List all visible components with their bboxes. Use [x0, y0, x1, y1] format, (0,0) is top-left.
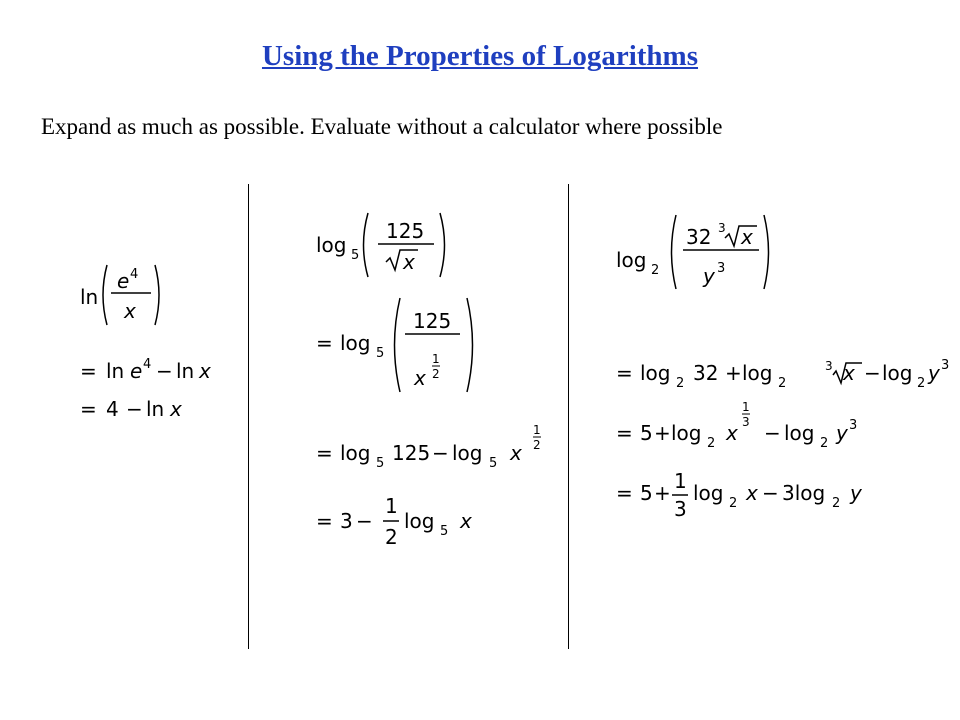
instructions: Expand as much as possible. Evaluate without a calculator where possible [41, 114, 723, 139]
log-base: 2 [676, 376, 685, 391]
equals-sign: = [316, 509, 333, 533]
log-base: 5 [376, 456, 385, 471]
numerator: 125 [386, 219, 425, 243]
log-label: log [340, 441, 371, 465]
number: 5 [640, 421, 653, 445]
log-label: log [404, 509, 435, 533]
fraction-denominator: 3 [674, 497, 687, 521]
log-label: log [340, 331, 371, 355]
numerator: 32 [686, 225, 712, 249]
exponent: 3 [717, 261, 726, 276]
plus-sign: + [725, 361, 742, 385]
variable-x: x [510, 441, 522, 465]
equals-sign: = [616, 421, 633, 445]
exponent-denominator: 2 [432, 367, 440, 381]
left-paren [672, 215, 677, 289]
minus-sign: − [864, 361, 881, 385]
log-label: log [616, 248, 647, 272]
variable-x: x [741, 225, 753, 249]
variable-y: y [836, 421, 848, 445]
variable-y: y [928, 361, 940, 385]
left-paren [395, 298, 401, 392]
variable-x: x [843, 361, 855, 385]
variable-x: x [726, 421, 738, 445]
right-paren [467, 298, 473, 392]
exponent-numerator: 1 [432, 352, 440, 366]
left-paren [103, 265, 107, 325]
number: 125 [392, 441, 431, 465]
log-label: log [671, 421, 702, 445]
log-base: 2 [729, 496, 738, 511]
log-base: 5 [489, 456, 498, 471]
number: 4 [106, 397, 119, 421]
right-paren [155, 265, 159, 325]
log-label: log [742, 361, 773, 385]
ln-label: ln [80, 285, 99, 309]
root-index: 3 [825, 359, 833, 373]
equals-sign: = [80, 397, 97, 421]
exponent-numerator: 1 [742, 400, 750, 414]
right-paren [764, 215, 769, 289]
equals-sign: = [616, 361, 633, 385]
ln-label: ln [146, 397, 165, 421]
minus-sign: − [126, 397, 143, 421]
minus-sign: − [764, 421, 781, 445]
variable-x: x [199, 359, 211, 383]
log-base: 5 [351, 248, 360, 263]
log-label: log [316, 233, 347, 257]
numerator: 125 [413, 309, 452, 333]
log-label: log [640, 361, 671, 385]
equals-sign: = [616, 481, 633, 505]
log-base: 2 [707, 436, 716, 451]
log-label: log [882, 361, 913, 385]
equals-sign: = [80, 359, 97, 383]
minus-sign: − [432, 441, 449, 465]
number: 5 [640, 481, 653, 505]
log-base: 5 [440, 524, 449, 539]
exponent: 3 [849, 418, 858, 433]
exponent: 4 [143, 357, 152, 372]
base-e: e [130, 359, 143, 383]
exponent: 3 [941, 358, 950, 373]
fraction-numerator: 1 [385, 494, 398, 518]
plus-sign: + [654, 481, 671, 505]
variable-x: x [170, 397, 182, 421]
page-title: Using the Properties of Logarithms [261, 40, 699, 72]
variable-x: x [460, 509, 472, 533]
right-paren [440, 213, 445, 277]
number: 3 [340, 509, 353, 533]
log-base: 5 [376, 346, 385, 361]
base-e: e [117, 269, 130, 293]
equals-sign: = [316, 331, 333, 355]
plus-sign: + [654, 421, 671, 445]
fraction-denominator: 2 [385, 525, 398, 549]
exponent-denominator: 3 [742, 415, 750, 429]
equals-sign: = [316, 441, 333, 465]
log-label: log [784, 421, 815, 445]
variable-x: x [746, 481, 758, 505]
left-paren [364, 213, 369, 277]
fraction-numerator: 1 [674, 469, 687, 493]
log-label: log [452, 441, 483, 465]
variable-x: x [414, 366, 426, 390]
log-label: log [693, 481, 724, 505]
exponent-denominator: 2 [533, 438, 541, 452]
log-base: 2 [832, 496, 841, 511]
variable-y: y [850, 481, 862, 505]
log-base: 2 [651, 263, 660, 278]
number: 32 [693, 361, 719, 385]
minus-sign: − [356, 509, 373, 533]
minus-sign: − [762, 481, 779, 505]
log-base: 2 [778, 376, 787, 391]
log-base: 2 [820, 436, 829, 451]
coefficient-log-label: 3log [782, 481, 826, 505]
log-base: 2 [917, 376, 926, 391]
exponent: 4 [130, 267, 139, 282]
minus-sign: − [156, 359, 173, 383]
exponent-numerator: 1 [533, 423, 541, 437]
variable-x: x [124, 299, 136, 323]
variable-y: y [703, 264, 715, 288]
root-index: 3 [718, 221, 726, 235]
ln-label: ln [176, 359, 195, 383]
variable-x: x [403, 250, 415, 274]
ln-label: ln [106, 359, 125, 383]
